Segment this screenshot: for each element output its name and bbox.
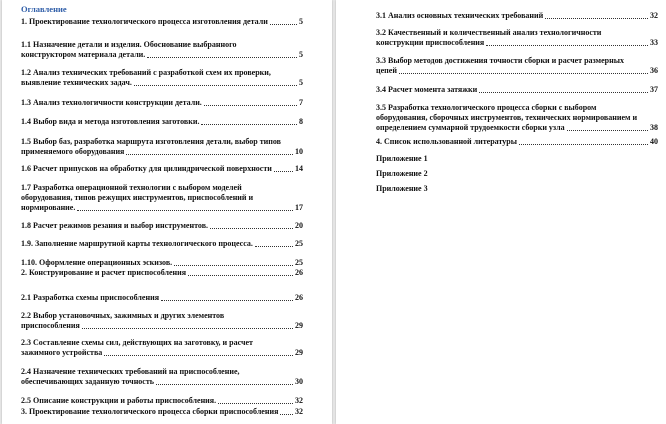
toc-entry-text: Приложение 3 [376,184,428,193]
toc-entry-text: 2.5 Описание конструкции и работы приспособления. [21,396,217,405]
toc-page-number: 20 [295,221,303,230]
toc-entry-text: 1. Проектирование технологического процесса изготовления детали [21,17,268,26]
dot-leader [174,265,293,266]
toc-entry-text: цепей [376,66,397,75]
toc-page-number: 25 [295,239,303,248]
toc-entry[interactable] [21,367,303,387]
toc-entry-text: нормирование. [21,203,76,212]
toc-entry-text: оборудования, типов режущих инструментов, приспособлений и [21,193,254,202]
toc-page-number: 14 [295,164,303,173]
toc-page-number: 29 [295,321,303,330]
toc-entry-text: 2.1 Разработка схемы приспособления [21,293,160,302]
toc-entry[interactable] [21,311,303,331]
toc-page-number: 30 [295,377,303,386]
dot-leader [567,130,648,131]
toc-page-number: 32 [295,407,303,416]
dot-leader [486,45,648,46]
toc-page-number: 33 [650,38,658,47]
toc-page-number: 7 [299,98,303,107]
toc-page-number: 37 [650,85,658,94]
toc-entry-text: 1.6 Расчет припусков на обработку для цилиндрической поверхности [21,164,272,173]
toc-entry[interactable] [21,407,303,417]
dot-leader [255,246,293,247]
toc-entry[interactable] [376,56,658,76]
toc-entry-text: 3.3 Выбор методов достижения точности сборки и расчет размерных [376,56,624,65]
toc-entry[interactable] [376,85,658,95]
toc-entry-text: 2.4 Назначение технических требований на приспособление, [21,367,240,376]
toc-entry-text: 1.3 Анализ технологичности конструкции детали. [21,98,202,107]
toc-page-number: 10 [295,147,303,156]
toc-entry-text: 2. Конструирование и расчет приспособления [21,268,187,277]
toc-entry-text: 3.4 Расчет момента затяжки [376,85,478,94]
toc-entry-text: конструктором материала детали. [21,50,146,59]
dot-leader [188,275,293,276]
dot-leader [399,73,648,74]
toc-entry[interactable] [376,137,658,147]
toc-entry[interactable] [21,396,303,406]
toc-entry-text: 1.10. Оформление операционных эскизов. [21,258,173,267]
dot-leader [134,85,297,86]
toc-entry-text: 2.2 Выбор установочных, зажимных и других элементов [21,311,225,320]
toc-entry[interactable] [21,17,303,27]
toc-entry-text: выявление технических задач. [21,78,132,87]
toc-page-right [336,0,666,424]
toc-entry-text: зажимного устройства [21,348,103,357]
dot-leader [218,403,293,404]
toc-entry-text: 1.8 Расчет режимов резания и выбор инструментов. [21,221,209,230]
dot-leader [126,154,293,155]
toc-entry-text: 3. Проектирование технологического процесса сборки приспособления [21,407,279,416]
toc-entry[interactable] [376,184,658,194]
dot-leader [519,144,648,145]
toc-entry[interactable] [21,98,303,108]
toc-entry-text: Приложение 1 [376,154,428,163]
toc-entry-text: оборудования, сборочных инструментов, технических нормированием и [376,113,638,122]
toc-page-number: 25 [295,258,303,267]
toc-entry[interactable] [21,137,303,157]
toc-entry-text: 3.1 Анализ основных технических требований [376,11,544,20]
toc-entry[interactable] [376,154,658,164]
toc-entry[interactable] [376,169,658,179]
dot-leader [280,414,293,415]
toc-entry[interactable] [21,268,303,278]
dot-leader [201,124,297,125]
toc-entry-text: 1.5 Выбор баз, разработка маршрута изготовления детали, выбор типов [21,137,281,146]
toc-entry[interactable] [21,239,303,249]
toc-page-number: 26 [295,293,303,302]
toc-page-number: 32 [295,396,303,405]
dot-leader [77,210,293,211]
toc-entry-text: обеспечивающих заданную точность [21,377,155,386]
toc-entry-text: Приложение 2 [376,169,428,178]
dot-leader [274,171,293,172]
dot-leader [204,105,297,106]
toc-entry[interactable] [21,221,303,231]
toc-page-number: 32 [650,11,658,20]
toc-entry-text: определением суммарной трудоемкости сборки узла [376,123,565,132]
toc-entry-text: 3.5 Разработка технологического процесса сборки с выбором [376,103,597,112]
dot-leader [210,228,293,229]
toc-entry-text: 1.2 Анализ технических требований с разработкой схем их проверки, [21,68,271,77]
toc-entry[interactable] [21,258,303,268]
toc-entry[interactable] [376,11,658,21]
toc-entry-text: 4. Список использованной литературы [376,137,517,146]
toc-entry-text: 1.1 Назначение детали и изделия. Обоснование выбранного [21,40,237,49]
toc-entry[interactable] [21,183,303,213]
toc-page-number: 5 [299,50,303,59]
toc-entry[interactable] [21,293,303,303]
toc-page-number: 29 [295,348,303,357]
toc-entry[interactable] [21,68,303,88]
toc-page-number: 38 [650,123,658,132]
toc-page-number: 40 [650,137,658,146]
toc-entry[interactable] [376,103,658,133]
toc-entry[interactable] [376,28,658,48]
toc-entry-text: 1.4 Выбор вида и метода изготовления заготовки. [21,117,200,126]
toc-page-number: 36 [650,66,658,75]
toc-entry[interactable] [21,40,303,60]
toc-entry-text: применяемого оборудования [21,147,125,156]
toc-page-left [2,0,332,424]
toc-entry-text: 2.3 Составление схемы сил, действующих на заготовку, и расчет [21,338,253,347]
toc-entry-text: приспособления [21,321,80,330]
dot-leader [161,300,293,301]
toc-page-number: 5 [299,78,303,87]
dot-leader [104,355,293,356]
toc-entry[interactable] [21,117,303,127]
toc-entry[interactable] [21,338,303,358]
toc-page-number: 5 [299,17,303,26]
toc-entry-text: конструкции приспособления [376,38,485,47]
toc-page-number: 26 [295,268,303,277]
dot-leader [545,18,648,19]
toc-entry-text: 3.2 Качественный и количественный анализ технологичности [376,28,602,37]
dot-leader [147,57,297,58]
dot-leader [270,24,297,25]
toc-entry-text: 1.7 Разработка операционной технологии с выбором моделей [21,183,242,192]
toc-entry-text: 1.9. Заполнение маршрутной карты технологического процесса. [21,239,253,248]
dot-leader [156,384,293,385]
toc-title: Оглавление [21,4,67,14]
dot-leader [479,92,648,93]
dot-leader [82,328,293,329]
toc-entry[interactable] [21,164,303,174]
toc-page-number: 8 [299,117,303,126]
toc-page-number: 17 [295,203,303,212]
